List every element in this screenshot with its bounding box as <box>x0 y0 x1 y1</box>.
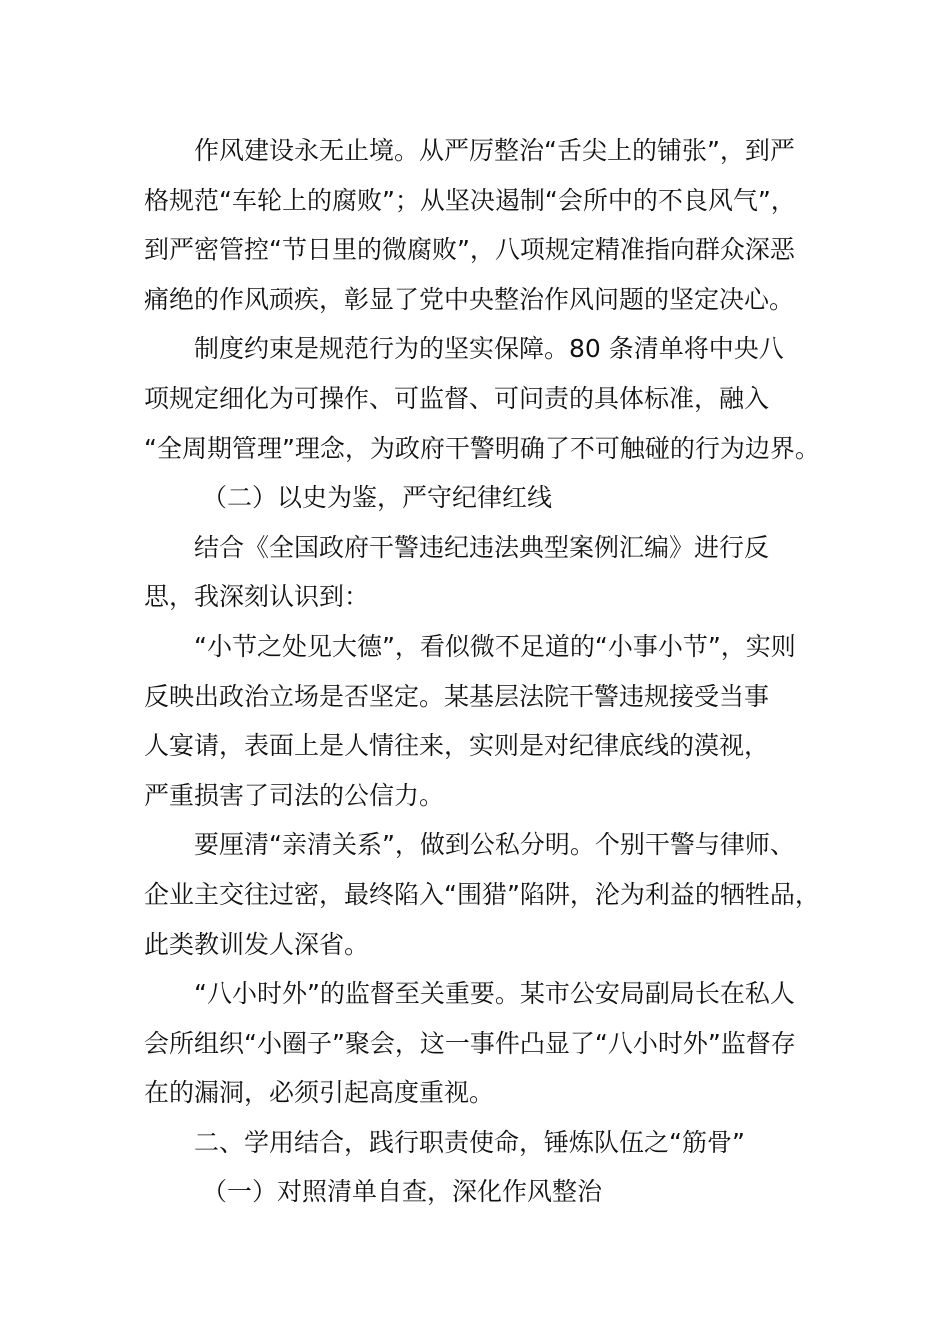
text-line: 结合《全国政府干警违纪违法典型案例汇编》进行反 <box>194 532 770 562</box>
text-line: 人宴请，表面上是人情往来，实则是对纪律底线的漠视， <box>144 731 770 761</box>
paragraph-small-details <box>144 622 834 820</box>
paragraph-case-reflection <box>144 523 834 622</box>
text-line: “八小时外”的监督至关重要。某市公安局副局长在私人 <box>194 979 795 1009</box>
text-line: 痛绝的作风顽疾，彰显了党中央整治作风问题的坚定决心。 <box>144 284 795 314</box>
text-line: 此类教训发人深省。 <box>144 929 370 959</box>
text-line: 格规范“车轮上的腐败”；从坚决遏制“会所中的不良风气”， <box>144 185 796 215</box>
text-line: 会所组织“小圈子”聚会，这一事件凸显了“八小时外”监督存 <box>144 1028 796 1058</box>
text-line: 要厘清“亲清关系”，做到公私分明。个别干警与律师、 <box>194 830 795 860</box>
text-line: 反映出政治立场是否坚定。某基层法院干警违规接受当事 <box>144 681 770 711</box>
paragraph-institutional-constraint <box>144 324 834 473</box>
text-line: 作风建设永无止境。从严厉整治“舌尖上的铺张”，到严 <box>194 136 795 165</box>
text-line: 到严密管控“节日里的微腐败”，八项规定精准指向群众深恶 <box>144 235 795 265</box>
text-line: 在的漏洞，必须引起高度重视。 <box>144 1078 495 1108</box>
paragraph-style-building <box>144 126 834 324</box>
text-line: 思，我深刻认识到： <box>144 582 370 612</box>
text-line: 项规定细化为可操作、可监督、可问责的具体标准，融入 <box>144 383 770 413</box>
text-line: “全周期管理”理念，为政府干警明确了不可触碰的行为边界。 <box>144 433 820 463</box>
text-line: 严重损害了司法的公信力。 <box>144 780 445 810</box>
paragraph-after-hours <box>144 969 834 1118</box>
document-body <box>144 126 834 1217</box>
text-line: “小节之处见大德”，看似微不足道的“小事小节”，实则 <box>194 631 796 661</box>
paragraph-relationships <box>144 820 834 969</box>
section-heading-history: （二）以史为鉴，严守纪律红线 <box>202 483 553 513</box>
text-line: 企业主交往过密，最终陷入“围猎”陷阱，沦为利益的牺牲品， <box>144 879 820 909</box>
section-heading-main-two: 二、学用结合，践行职责使命，锤炼队伍之“筋骨” <box>194 1127 745 1157</box>
section-heading-self-check: （一）对照清单自查，深化作风整治 <box>202 1177 603 1207</box>
text-line: 制度约束是规范行为的坚实保障。80 条清单将中央八 <box>194 334 784 364</box>
